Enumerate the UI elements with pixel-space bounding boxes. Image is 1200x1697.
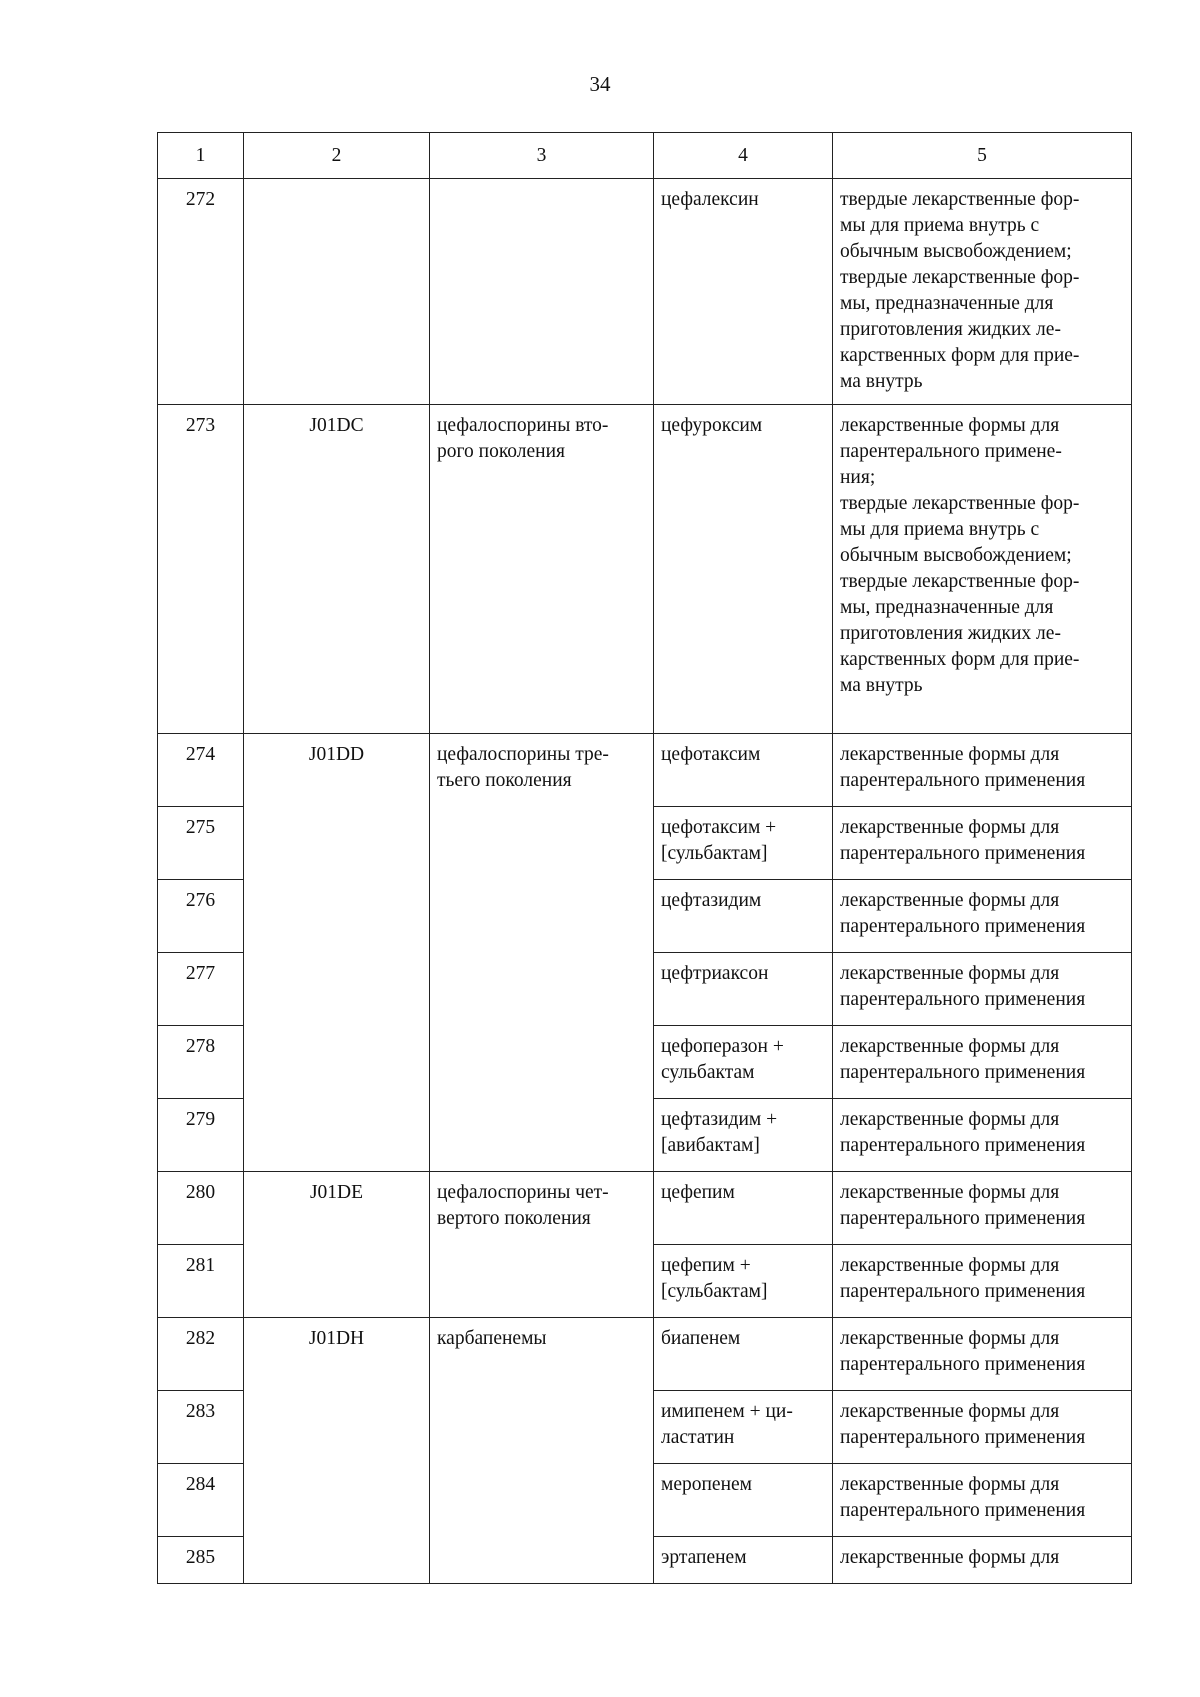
dosage-form <box>833 1318 1132 1391</box>
dosage-form-line: лекарственные формы для <box>840 890 1060 911</box>
drug-name <box>654 1318 833 1391</box>
dosage-form <box>833 1026 1132 1099</box>
group-name-line: цефалоспорины вто- <box>437 415 609 436</box>
row-number: 272 <box>158 179 244 405</box>
dosage-form-line: парентерального применения <box>840 843 1086 864</box>
row-number: 280 <box>158 1172 244 1245</box>
table-row <box>158 179 1132 405</box>
table-row <box>158 1318 1132 1391</box>
drug-name <box>654 807 833 880</box>
drug-name <box>654 880 833 953</box>
drug-name <box>654 405 833 734</box>
drug-name-line: меропенем <box>661 1474 753 1495</box>
dosage-form-line: лекарственные формы для <box>840 1547 1060 1568</box>
dosage-form-line: парентерального применения <box>840 989 1086 1010</box>
drug-name <box>654 953 833 1026</box>
drug-name-line: биапенем <box>661 1328 741 1349</box>
dosage-form-line: приготовления жидких ле- <box>840 623 1061 644</box>
group-name-line: карбапенемы <box>437 1328 547 1349</box>
group-name <box>430 405 654 734</box>
dosage-form <box>833 1099 1132 1172</box>
drug-name <box>654 734 833 807</box>
group-name <box>430 1172 654 1318</box>
dosage-form-line: твердые лекарственные фор- <box>840 189 1080 210</box>
dosage-form <box>833 880 1132 953</box>
dosage-form-line: лекарственные формы для <box>840 963 1060 984</box>
drug-name <box>654 1172 833 1245</box>
row-number: 274 <box>158 734 244 807</box>
drug-name-line: цефотаксим <box>661 744 761 765</box>
dosage-form-line: парентерального применения <box>840 770 1086 791</box>
dosage-form-line: лекарственные формы для <box>840 817 1060 838</box>
row-number: 276 <box>158 880 244 953</box>
atc-code <box>244 179 430 405</box>
column-header-3: 3 <box>430 133 654 179</box>
dosage-form-line: парентерального применения <box>840 1354 1086 1375</box>
drug-name <box>654 1099 833 1172</box>
dosage-form-line: лекарственные формы для <box>840 1255 1060 1276</box>
group-name <box>430 734 654 1172</box>
row-number: 279 <box>158 1099 244 1172</box>
drug-name-line: эртапенем <box>661 1547 747 1568</box>
dosage-form-line: твердые лекарственные фор- <box>840 493 1080 514</box>
dosage-form <box>833 1537 1132 1584</box>
dosage-form <box>833 179 1132 405</box>
group-name-line: цефалоспорины чет- <box>437 1182 609 1203</box>
dosage-form-line: лекарственные формы для <box>840 1401 1060 1422</box>
group-name-line: тьего поколения <box>437 770 572 791</box>
drug-name-line: цефалексин <box>661 189 759 210</box>
dosage-form-line: обычным высвобождением; <box>840 545 1072 566</box>
drug-name <box>654 1245 833 1318</box>
group-name-line: цефалоспорины тре- <box>437 744 609 765</box>
dosage-form-line: ма внутрь <box>840 675 923 696</box>
group-name <box>430 1318 654 1584</box>
dosage-form-line: парентерального применения <box>840 1062 1086 1083</box>
dosage-form-line: мы для приема внутрь с <box>840 215 1040 236</box>
dosage-form <box>833 1245 1132 1318</box>
dosage-form-line: мы для приема внутрь с <box>840 519 1040 540</box>
row-number: 284 <box>158 1464 244 1537</box>
column-header-2: 2 <box>244 133 430 179</box>
drug-name-line: сульбактам <box>661 1062 755 1083</box>
group-name-line: рого поколения <box>437 441 566 462</box>
drug-name-line: цефепим + <box>661 1255 751 1276</box>
drug-name-line: цефтазидим + <box>661 1109 778 1130</box>
column-header-5: 5 <box>833 133 1132 179</box>
table-row <box>158 734 1132 807</box>
dosage-form-line: лекарственные формы для <box>840 415 1060 436</box>
dosage-form-line: лекарственные формы для <box>840 1474 1060 1495</box>
atc-code: J01DH <box>244 1318 430 1584</box>
dosage-form <box>833 1391 1132 1464</box>
group-name <box>430 179 654 405</box>
row-number: 277 <box>158 953 244 1026</box>
dosage-form-line: карственных форм для прие- <box>840 649 1080 670</box>
column-header-1: 1 <box>158 133 244 179</box>
row-number: 283 <box>158 1391 244 1464</box>
drug-name <box>654 1026 833 1099</box>
drug-name <box>654 1537 833 1584</box>
dosage-form <box>833 807 1132 880</box>
table-header-row <box>158 133 1132 179</box>
dosage-form-line: парентерального применения <box>840 1427 1086 1448</box>
drug-name-line: цефтриаксон <box>661 963 769 984</box>
dosage-form-line: лекарственные формы для <box>840 1328 1060 1349</box>
dosage-form-line: обычным высвобождением; <box>840 241 1072 262</box>
drug-name-line: цефепим <box>661 1182 735 1203</box>
drug-name <box>654 1391 833 1464</box>
drug-name-line: цефотаксим + <box>661 817 777 838</box>
dosage-form-line: парентерального применения <box>840 1135 1086 1156</box>
dosage-form-line: мы, предназначенные для <box>840 293 1054 314</box>
drug-name <box>654 1464 833 1537</box>
row-number: 285 <box>158 1537 244 1584</box>
drug-name-line: имипенем + ци- <box>661 1401 793 1422</box>
dosage-form <box>833 1464 1132 1537</box>
table-row <box>158 405 1132 734</box>
drug-name-line: цефоперазон + <box>661 1036 784 1057</box>
dosage-form-line: ния; <box>840 467 876 488</box>
atc-code: J01DE <box>244 1172 430 1318</box>
dosage-form-line: лекарственные формы для <box>840 1036 1060 1057</box>
dosage-form-line: ма внутрь <box>840 371 923 392</box>
dosage-form-line: лекарственные формы для <box>840 1182 1060 1203</box>
dosage-form-line: твердые лекарственные фор- <box>840 267 1080 288</box>
dosage-form-line: парентерального примене- <box>840 441 1062 462</box>
dosage-form <box>833 1172 1132 1245</box>
dosage-form <box>833 734 1132 807</box>
atc-code: J01DD <box>244 734 430 1172</box>
group-name-line: вертого поколения <box>437 1208 591 1229</box>
dosage-form-line: приготовления жидких ле- <box>840 319 1061 340</box>
page-number: 34 <box>589 72 611 96</box>
drug-name-line: ластатин <box>661 1427 735 1448</box>
dosage-form-line: парентерального применения <box>840 1500 1086 1521</box>
dosage-form-line: парентерального применения <box>840 1208 1086 1229</box>
atc-code: J01DC <box>244 405 430 734</box>
row-number: 281 <box>158 1245 244 1318</box>
dosage-form-line: карственных форм для прие- <box>840 345 1080 366</box>
row-number: 282 <box>158 1318 244 1391</box>
dosage-form-line: парентерального применения <box>840 1281 1086 1302</box>
row-number: 278 <box>158 1026 244 1099</box>
drug-name-line: [сульбактам] <box>661 1281 768 1302</box>
drug-name-line: [сульбактам] <box>661 843 768 864</box>
drug-name-line: [авибактам] <box>661 1135 760 1156</box>
drug-name-line: цефтазидим <box>661 890 762 911</box>
dosage-form <box>833 953 1132 1026</box>
dosage-form-line: лекарственные формы для <box>840 1109 1060 1130</box>
column-header-4: 4 <box>654 133 833 179</box>
dosage-form <box>833 405 1132 734</box>
row-number: 275 <box>158 807 244 880</box>
dosage-form-line: парентерального применения <box>840 916 1086 937</box>
drug-table <box>157 132 1132 1584</box>
dosage-form-line: твердые лекарственные фор- <box>840 571 1080 592</box>
row-number: 273 <box>158 405 244 734</box>
dosage-form-line: мы, предназначенные для <box>840 597 1054 618</box>
drug-name-line: цефуроксим <box>661 415 763 436</box>
drug-name <box>654 179 833 405</box>
dosage-form-line: лекарственные формы для <box>840 744 1060 765</box>
table-row <box>158 1172 1132 1245</box>
